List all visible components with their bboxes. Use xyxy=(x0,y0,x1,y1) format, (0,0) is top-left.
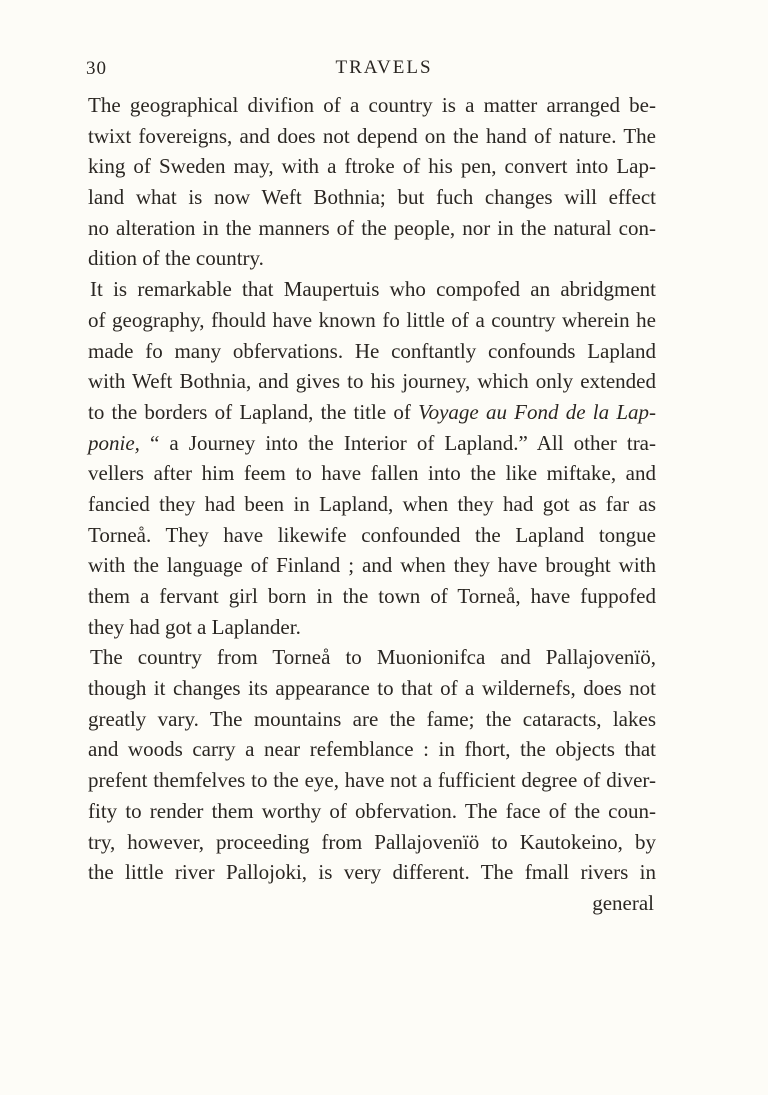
catchword: general xyxy=(592,890,654,915)
page-number: 30 xyxy=(86,58,107,79)
text-line: fity to render them worthy of obfervation. The face of the coun- xyxy=(88,798,656,823)
text-line: though it changes its appearance to that of a wildernefs, does not xyxy=(88,676,656,701)
text-line: fancied they had been in Lapland, when they had got as far as xyxy=(88,491,656,516)
text-segment: a Journey into the Interior of Lapland.” All other tra- xyxy=(159,430,656,455)
text-line: made fo many obfervations. He conftantly confounds Lapland xyxy=(88,338,656,363)
text-line: land what is now Weft Bothnia; but fuch changes will effect xyxy=(88,185,656,210)
text-line: Torneå. They have likewife confounded the Lapland tongue xyxy=(88,522,656,547)
text-line: they had got a Laplander. xyxy=(88,614,301,639)
text-line: The geographical divifion of a country is a matter arranged be- xyxy=(88,93,656,117)
text-line: of geography, fhould have known fo little of a country wherein he xyxy=(88,307,656,332)
book-title: Voyage au Fond de la Lap- xyxy=(418,399,656,424)
text-line: the little river Pallojoki, is very different. The fmall rivers in xyxy=(88,860,656,885)
text-line: them a fervant girl born in the town of Torneå, have fuppofed xyxy=(88,584,656,608)
text-line: no alteration in the manners of the people, nor in the natural con- xyxy=(88,215,656,240)
text-line: try, however, proceeding from Pallajovenïö to Kautokeino, by xyxy=(88,829,656,854)
text-line: dition of the country. xyxy=(88,246,264,271)
text-line: twixt fovereigns, and does not depend on the hand of nature. The xyxy=(88,123,656,148)
book-title-continued: ponie, xyxy=(88,430,140,455)
text-line: The country from Torneå to Muonionifca and Pallajovenïö, xyxy=(90,645,656,670)
text-line: with Weft Bothnia, and gives to his journey, which only extended xyxy=(88,369,656,394)
text-line: with the language of Finland ; and when they have brought with xyxy=(88,553,656,578)
text-line-with-title: ponie, “ a Journey into the Interior of Lapland.” All other tra- xyxy=(88,430,656,455)
body-text xyxy=(88,90,656,919)
text-line: prefent themfelves to the eye, have not a fufficient degree of diver- xyxy=(88,768,656,793)
text-line: king of Sweden may, with a ftroke of his pen, convert into Lap- xyxy=(88,154,656,179)
running-head: TRAVELS xyxy=(335,57,433,78)
text-line: vellers after him feem to have fallen into the like miftake, and xyxy=(88,461,656,486)
text-line: and woods carry a near refemblance : in fhort, the objects that xyxy=(88,737,656,762)
text-line: greatly vary. The mountains are the fame; the cataracts, lakes xyxy=(88,706,656,731)
text-line-with-title xyxy=(88,397,656,428)
text-segment: to the borders of Lapland, the title of xyxy=(88,399,419,424)
text-line: It is remarkable that Maupertuis who compofed an abridgment xyxy=(90,277,656,302)
